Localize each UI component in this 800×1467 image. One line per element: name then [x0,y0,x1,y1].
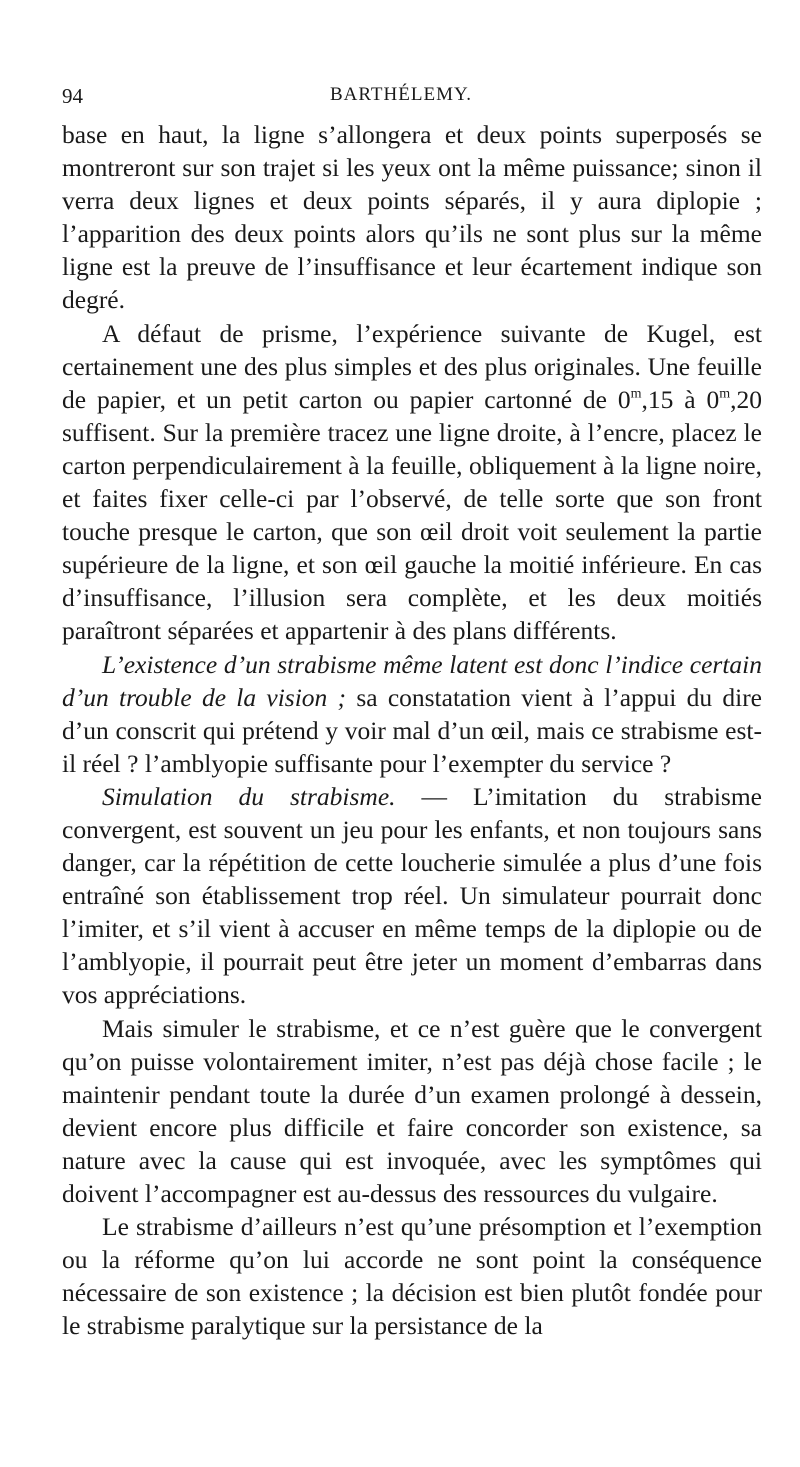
paragraph-4 [62,780,762,1012]
paragraph-5: Mais simuler le strabisme, et ce n’est guère que le convergent qu’on puisse volontairement imiter, n’est pas déjà chose facile ; le maintenir pendant toute la durée d’un examen prolongé à dessein, devient encore plus difficile et faire concorder son existence, sa nature avec la cause qui est invoquée, avec les symptômes qui doivent l’accompagner est au-dessus des ressources du vulgaire. [62,1013,762,1208]
unit-superscript: m [719,386,731,402]
paragraph-2-part-c: ,20 suffisent. Sur la première tracez une ligne droite, à l’encre, placez le carton perpendiculairement à la feuille, obliquement à la ligne noire, et faites fixer celle-ci par l’observé, de telle sorte que son front touche presque le carton, que son œil droit voit seulement la partie supérieure de la ligne, et son œil gauche la moitié inférieure. En cas d’insuffisance, l’illusion sera complète, et les deux moitiés paraîtront séparées et appartenir à des plans différents. [62,384,762,646]
page-header [62,84,752,114]
paragraph-3 [62,648,762,780]
paragraph-2 [62,317,762,648]
paragraph-6: Le strabisme d’ailleurs n’est qu’une présomption et l’exemption ou la réforme qu’on lui accorde ne sont point la conséquence nécessaire de son existence ; la décision est bien plutôt fondée pour le strabisme paralytique sur la persistance de la [62,1212,762,1341]
running-head: BARTHÉLEMY. [330,84,472,105]
paragraph-4-text: — L’imitation du strabisme convergent, est souvent un jeu pour les enfants, et non toujours sans danger, car la répétition de cette loucherie simulée a plus d’une fois entraîné son établissement trop réel. Un simulateur pourrait donc l’imiter, et s’il vient à accuser en même temps de la diplopie ou de l’amblyopie, il pourrait peut être jeter un moment d’embarras dans vos appréciations. [62,781,762,1010]
paragraph-1: base en haut, la ligne s’allongera et deux points superposés se montreront sur son trajet si les yeux ont la même puissance; sinon il verra deux lignes et deux points séparés, il y aura diplopie ; l’apparition des deux points alors qu’ils ne sont plus sur la même ligne est la preuve de l’insuffisance et leur écartement indique son degré. [62,120,762,315]
unit-superscript: m [630,386,642,402]
body-text [62,118,762,1342]
paragraph-2-part-b: ,15 à 0 [641,384,720,414]
page-number: 94 [62,84,83,108]
section-heading-simulation: Simulation du strabisme. [102,781,396,811]
paragraph-2-part-a: A défaut de prisme, l’expérience suivante de Kugel, est certainement une des plus simples et des plus originales. Une feuille de papier, et un petit carton ou papier cartonné de 0 [62,318,762,414]
paragraph-3-italic: L’existence d’un strabisme même latent est donc l’indice certain d’un trouble de la vision ; [62,649,762,712]
paragraph-3-text: sa constatation vient à l’appui du dire d’un conscrit qui prétend y voir mal d’un œil, mais ce strabisme est-il réel ? l’amblyopie suffisante pour l’exempter du service ? [62,682,763,778]
